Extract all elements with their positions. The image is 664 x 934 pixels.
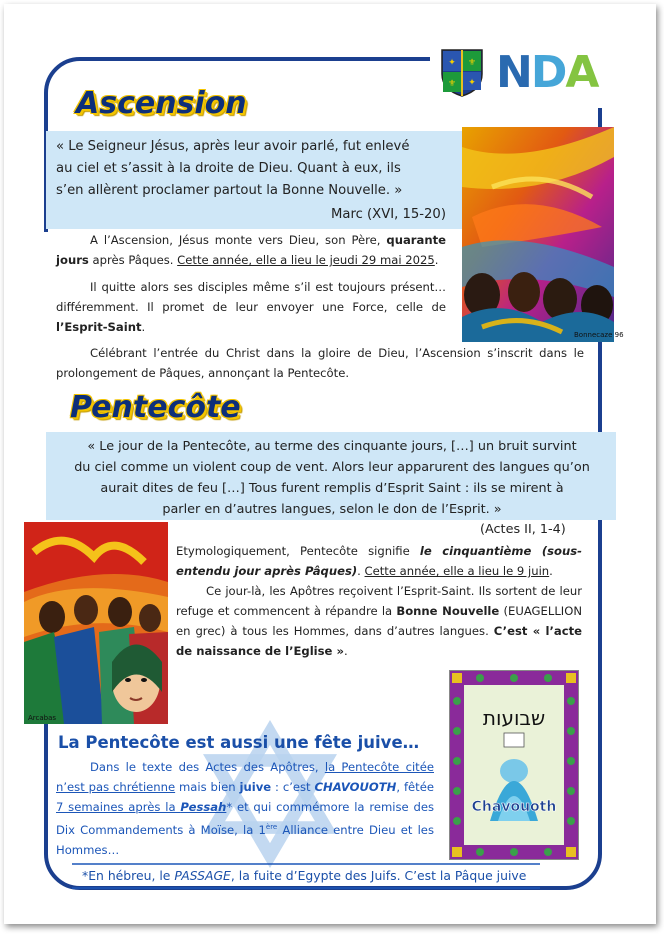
poster-hebrew-title: שבועות — [482, 706, 546, 730]
header-logos — [438, 48, 614, 104]
footer-note: *En hébreu, le PASSAGE, la fuite d’Egypte des Juifs. C’est la Pâque juive — [82, 868, 527, 883]
ascension-reference: Marc (XVI, 15-20) — [331, 207, 446, 222]
ascension-paragraph-2: Il quitte alors ses disciples même s’il est toujours présent… différemment. Il promet de leur envoyer une Force, celle de l’Esprit-Saint. — [56, 280, 446, 334]
poster-word: Chavouoth — [471, 799, 557, 815]
ascension-paragraph-1: A l’Ascension, Jésus monte vers Dieu, son Père, quarante jours après Pâques. Cette année, elle a lieu le jeudi 29 mai 2025. — [56, 233, 446, 267]
pentecote-title: Pentecôte — [70, 390, 241, 425]
ascension-quote: « Le Seigneur Jésus, après leur avoir parlé, fut enlevé au ciel et s’assit à la droite de Dieu. Quant à eux, ils s’en allèrent proclamer partout la Bonne Nouvelle. » — [56, 139, 410, 198]
chavouoth-poster — [449, 670, 579, 860]
jewish-feast-paragraph: Dans le texte des Actes des Apôtres, la Pentecôte citée n’est pas chrétienne mais bien juive : c’est CHAVOUOTH, fêtée 7 semaines après la Pessah* et qui commémore la remise des Dix Commandements à Moïse, la 1ère Alliance entre Dieu et les Hommes… — [56, 760, 435, 857]
pentecote-paragraph-2: Ce jour-là, les Apôtres reçoivent l’Esprit-Saint. Ils sortent de leur refuge et commencent à répandre la Bonne Nouvelle (EUAGELLION en grec) à tous les Hommes, dans d’autres langues. C’est « l’acte de naissance de l’Eglise ». — [176, 584, 583, 658]
pentecote-painting — [24, 522, 168, 724]
svg-text:⚜: ⚜ — [467, 58, 477, 68]
svg-text:✦: ✦ — [468, 78, 476, 88]
ascension-painting — [462, 127, 624, 342]
ascension-paragraph-3: Célébrant l’entrée du Christ dans la gloire de Dieu, l’Ascension s’inscrit dans le prolongement de Pâques, annonçant la Pentecôte. — [56, 346, 584, 380]
nda-logo: NDA — [496, 47, 598, 98]
pentecote-reference: (Actes II, 1-4) — [480, 522, 566, 537]
ascension-painting-signature: Bonnecaze 96 — [574, 331, 624, 339]
svg-text:✦: ✦ — [448, 58, 456, 68]
jewish-feast-heading: La Pentecôte est aussi une fête juive… — [58, 733, 420, 752]
pentecote-quote: « Le jour de la Pentecôte, au terme des cinquante jours, […] un bruit survint du ciel comme un violent coup de vent. Alors leur apparurent des langues qu’on aurait dites de feu […] Tous furent remplis d’Esprit Saint : ils se mirent à parler en d’autres langues, selon le don de l’Esprit. » — [74, 439, 590, 517]
school-crest-icon — [440, 48, 484, 98]
svg-text:⚜: ⚜ — [447, 79, 457, 89]
ascension-title: Ascension — [76, 86, 247, 121]
pentecote-paragraph-1: Etymologiquement, Pentecôte signifie le cinquantième (sous-entendu jour après Pâques). Cette année, elle a lieu le 9 juin. — [176, 544, 582, 578]
pentecote-painting-signature: Arcabas — [28, 714, 57, 722]
